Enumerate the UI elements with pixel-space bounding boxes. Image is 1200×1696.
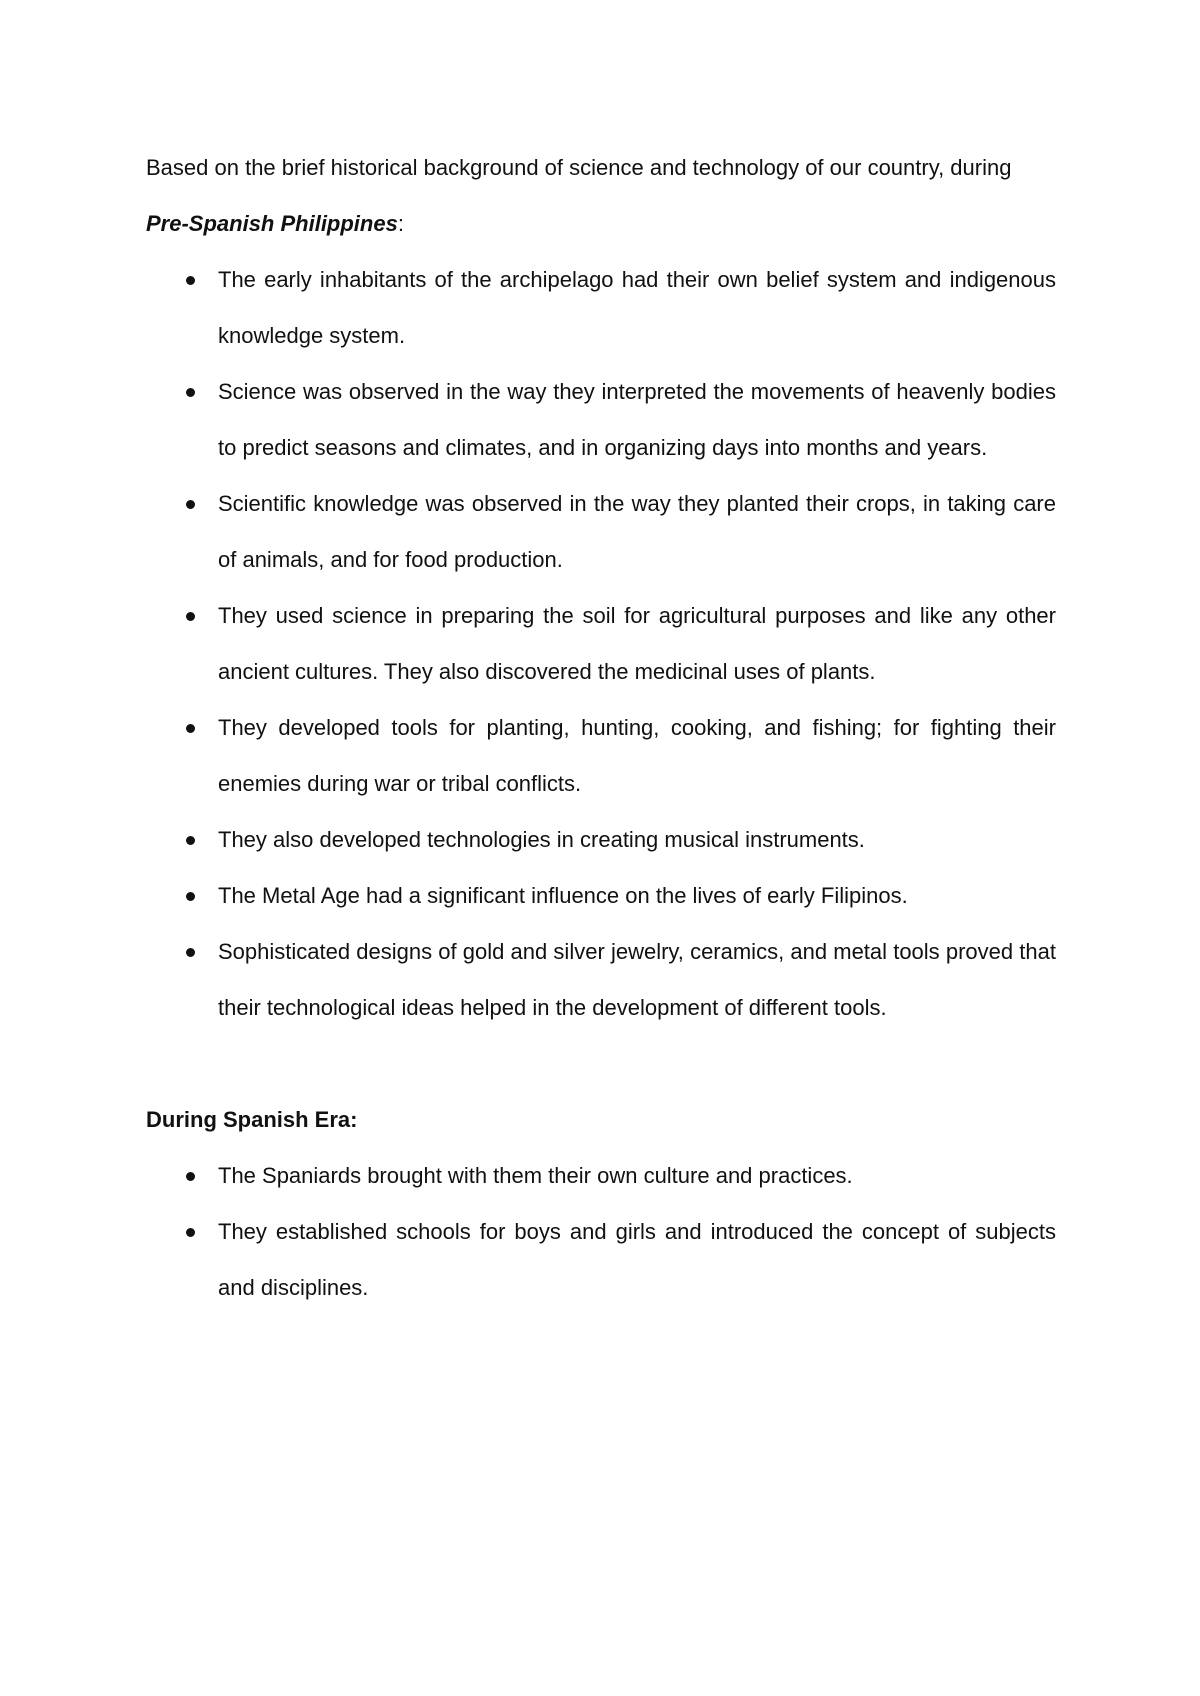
bullet-icon (186, 1228, 195, 1237)
bullet-icon (186, 388, 195, 397)
list-item-text: They developed tools for planting, hunting, cooking, and fishing; for fighting their enemies during war or tribal conflicts. (218, 715, 1056, 796)
bullet-icon (186, 724, 195, 733)
intro-paragraph (146, 140, 1056, 252)
bullet-icon (186, 500, 195, 509)
list-item (146, 924, 1056, 1036)
list-item-text: Scientific knowledge was observed in the way they planted their crops, in taking care of animals, and for food production. (218, 491, 1056, 572)
list-item (146, 476, 1056, 588)
list-item-text: They established schools for boys and girls and introduced the concept of subjects and disciplines. (218, 1219, 1056, 1300)
intro-text: Based on the brief historical background of science and technology of our country, during (146, 155, 1012, 180)
list-item (146, 868, 1056, 924)
bullet-icon (186, 948, 195, 957)
list-item (146, 252, 1056, 364)
list-item-text: The early inhabitants of the archipelago had their own belief system and indigenous knowledge system. (218, 267, 1056, 348)
list-item (146, 812, 1056, 868)
spanish-era-heading: During Spanish Era: (146, 1107, 358, 1132)
bullet-icon (186, 1172, 195, 1181)
list-item-text: They used science in preparing the soil for agricultural purposes and like any other ancient cultures. They also discovered the medicinal uses of plants. (218, 603, 1056, 684)
list-item (146, 1204, 1056, 1316)
list-item-text: The Spaniards brought with them their own culture and practices. (218, 1163, 853, 1188)
list-item-text: They also developed technologies in creating musical instruments. (218, 827, 865, 852)
bullet-icon (186, 612, 195, 621)
list-item (146, 364, 1056, 476)
bullet-icon (186, 276, 195, 285)
list-item (146, 1148, 1056, 1204)
pre-spanish-list (146, 252, 1056, 1036)
spanish-era-list (146, 1148, 1056, 1316)
list-item (146, 700, 1056, 812)
list-item-text: Sophisticated designs of gold and silver jewelry, ceramics, and metal tools proved that their technological ideas helped in the development of different tools. (218, 939, 1056, 1020)
bullet-icon (186, 892, 195, 901)
intro-suffix: : (397, 211, 404, 236)
bullet-icon (186, 836, 195, 845)
list-item (146, 588, 1056, 700)
document-body (146, 140, 1056, 1316)
intro-emphasis: Pre-Spanish Philippines (146, 211, 398, 236)
list-item-text: Science was observed in the way they interpreted the movements of heavenly bodies to predict seasons and climates, and in organizing days into months and years. (218, 379, 1056, 460)
list-item-text: The Metal Age had a significant influence on the lives of early Filipinos. (218, 883, 908, 908)
